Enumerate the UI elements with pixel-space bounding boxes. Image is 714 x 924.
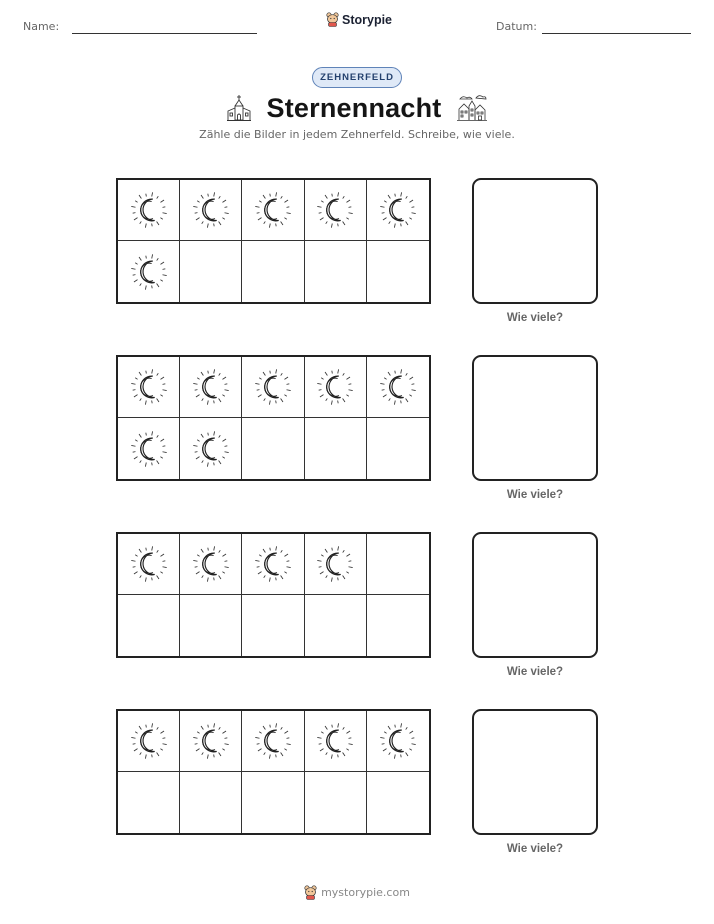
frame-cell [118,357,180,418]
frame-cell [118,595,180,656]
frame-cell [242,180,304,241]
crescent-moon-icon [379,368,417,406]
frame-cell [367,595,429,656]
footer-url[interactable]: mystorypie.com [321,886,410,899]
crescent-moon-icon [130,368,168,406]
crescent-moon-icon [130,430,168,468]
frame-cell [242,711,304,772]
frame-cell [367,772,429,833]
frame-cell [305,711,367,772]
bear-icon [304,885,317,900]
frame-cell [367,357,429,418]
village-icon [457,94,487,122]
name-label: Name: [23,20,60,33]
frame-cell [242,772,304,833]
frame-cell [242,534,304,595]
crescent-moon-icon [192,430,230,468]
frame-cell [118,180,180,241]
frame-cell [118,241,180,302]
frame-cell [305,180,367,241]
page-title: Sternennacht [266,92,442,123]
crescent-moon-icon [254,545,292,583]
crescent-moon-icon [316,368,354,406]
frame-cell [118,534,180,595]
ten-frame-3 [116,532,431,658]
crescent-moon-icon [130,253,168,291]
answer-label-1: Wie viele? [506,312,564,324]
frame-cell [180,241,242,302]
answer-box-4[interactable] [472,709,598,835]
frame-cell [305,534,367,595]
brand-name: Storypie [342,12,393,27]
category-badge: ZEHNERFELD [312,67,402,88]
frame-cell [242,357,304,418]
frame-cell [367,241,429,302]
answer-label-2: Wie viele? [506,489,564,501]
crescent-moon-icon [316,191,354,229]
frame-cell [242,418,304,479]
frame-cell [305,772,367,833]
frame-cell [180,595,242,656]
crescent-moon-icon [254,191,292,229]
date-line[interactable] [542,33,691,34]
crescent-moon-icon [192,545,230,583]
answer-box-1[interactable] [472,178,598,304]
frame-cell [367,711,429,772]
brand-logo [326,12,392,27]
crescent-moon-icon [316,545,354,583]
crescent-moon-icon [254,722,292,760]
ten-frame-1 [116,178,431,304]
frame-cell [367,534,429,595]
bear-icon [326,12,339,27]
crescent-moon-icon [192,368,230,406]
crescent-moon-icon [130,191,168,229]
crescent-moon-icon [192,722,230,760]
crescent-moon-icon [379,722,417,760]
frame-cell [118,711,180,772]
frame-cell [242,241,304,302]
frame-cell [367,180,429,241]
crescent-moon-icon [130,722,168,760]
crescent-moon-icon [254,368,292,406]
frame-cell [305,595,367,656]
frame-cell [305,241,367,302]
date-label: Datum: [496,20,537,33]
ten-frame-2 [116,355,431,481]
frame-cell [180,180,242,241]
answer-label-4: Wie viele? [506,843,564,855]
frame-cell [118,418,180,479]
footer [0,885,714,900]
instructions: Zähle die Bilder in jedem Zehnerfeld. Schreibe, wie viele. [199,128,515,141]
answer-label-3: Wie viele? [506,666,564,678]
name-line[interactable] [72,33,257,34]
frame-cell [305,418,367,479]
frame-cell [180,418,242,479]
crescent-moon-icon [192,191,230,229]
answer-box-3[interactable] [472,532,598,658]
frame-cell [180,772,242,833]
answer-box-2[interactable] [472,355,598,481]
frame-cell [180,357,242,418]
frame-cell [180,534,242,595]
frame-cell [305,357,367,418]
church-icon [227,94,251,122]
crescent-moon-icon [379,191,417,229]
frame-cell [180,711,242,772]
ten-frame-4 [116,709,431,835]
crescent-moon-icon [316,722,354,760]
crescent-moon-icon [130,545,168,583]
frame-cell [242,595,304,656]
frame-cell [367,418,429,479]
frame-cell [118,772,180,833]
